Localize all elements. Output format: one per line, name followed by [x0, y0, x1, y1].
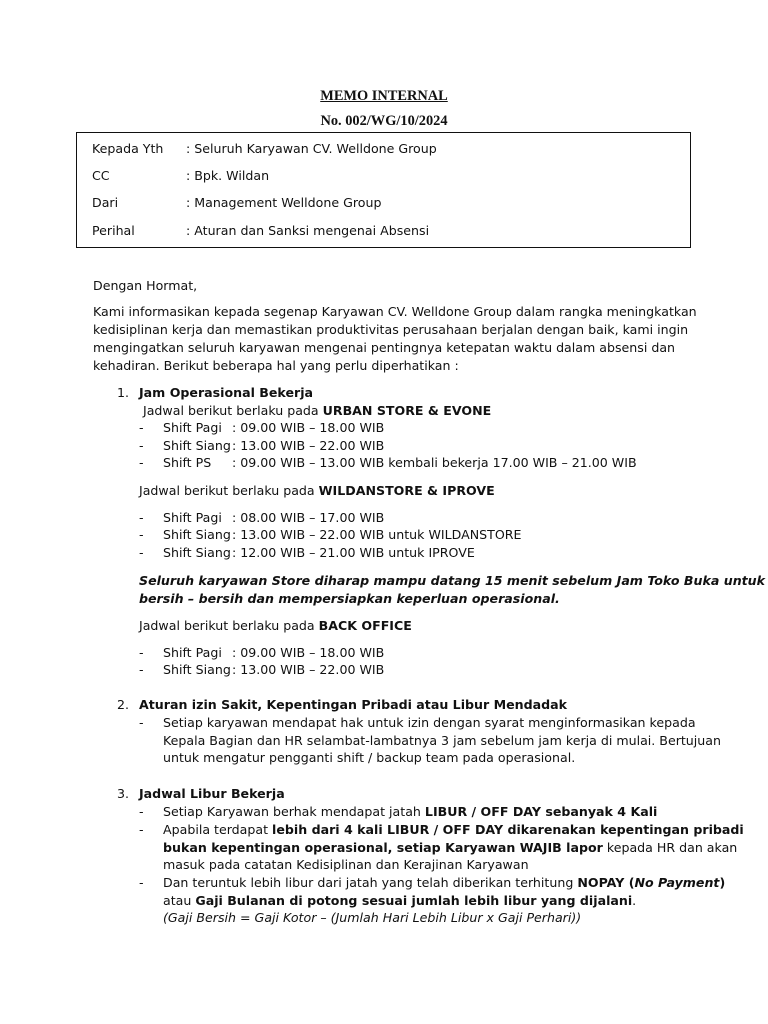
greeting: Dengan Hormat, [93, 278, 198, 293]
section-2-line-1: Setiap karyawan mendapat hak untuk izin dengan syarat menginformasikan kepada [163, 715, 696, 730]
section-3-bullet-2-line-1: Apabila terdapat lebih dari 4 kali LIBUR / OFF DAY dikarenakan kepentingan pribadi [163, 822, 744, 837]
shift-name: Shift Siang [163, 527, 231, 542]
dash: - [139, 545, 144, 560]
section-2-number: 2. [117, 697, 130, 712]
header-label-to: Kepada Yth [92, 141, 164, 156]
header-value-subject: : Aturan dan Sanksi mengenai Absensi [186, 223, 430, 238]
group-2-intro: Jadwal berikut berlaku pada WILDANSTORE & IPROVE [139, 483, 495, 498]
intro-line-3: mengingatkan seluruh karyawan mengenai pentingnya ketepatan waktu dalam absensi dan [93, 340, 676, 355]
header-label-subject: Perihal [92, 223, 135, 238]
shift-name: Shift Siang [163, 545, 231, 560]
dash: - [139, 715, 144, 730]
dash: - [139, 822, 144, 837]
section-3-bullet-2-line-3: masuk pada catatan Kedisiplinan dan Kerajinan Karyawan [163, 857, 529, 872]
dash: - [139, 438, 144, 453]
section-2-line-3: untuk mengatur pengganti shift / backup team pada operasional. [163, 750, 576, 765]
section-2-title: Aturan izin Sakit, Kepentingan Pribadi atau Libur Mendadak [139, 697, 568, 712]
shift-time: : 09.00 WIB – 18.00 WIB [232, 420, 385, 435]
shift-name: Shift PS [163, 455, 212, 470]
shift-name: Shift Pagi [163, 420, 222, 435]
store-note-line-2: bersih – bersih dan mempersiapkan keperluan operasional. [139, 591, 560, 606]
dash: - [139, 875, 144, 890]
section-3-bullet-3-line-1: Dan teruntuk lebih libur dari jatah yang telah diberikan terhitung NOPAY (No Payment) [163, 875, 726, 890]
group-2-store: WILDANSTORE & IPROVE [318, 483, 495, 498]
shift-time: : 13.00 WIB – 22.00 WIB [232, 438, 385, 453]
memo-number: No. 002/WG/10/2024 [320, 113, 448, 129]
dash: - [139, 662, 144, 677]
intro-line-4: kehadiran. Berikut beberapa hal yang perlu diperhatikan : [93, 358, 459, 373]
header-label-from: Dari [92, 195, 119, 210]
dash: - [139, 527, 144, 542]
shift-time: : 13.00 WIB – 22.00 WIB [232, 662, 385, 677]
section-2-line-2: Kepala Bagian dan HR selambat-lambatnya 3 jam sebelum jam kerja di mulai. Bertujuan [163, 733, 721, 748]
intro-line-1: Kami informasikan kepada segenap Karyawan CV. Welldone Group dalam rangka meningkatkan [93, 304, 697, 319]
header-value-cc: : Bpk. Wildan [186, 168, 270, 183]
section-3-bullet-2-line-2: bukan kepentingan operasional, setiap Karyawan WAJIB lapor kepada HR dan akan [163, 840, 738, 855]
section-3-bullet-1: Setiap Karyawan berhak mendapat jatah LIBUR / OFF DAY sebanyak 4 Kali [163, 804, 658, 819]
shift-name: Shift Siang [163, 438, 231, 453]
section-1-number: 1. [117, 385, 130, 400]
dash: - [139, 420, 144, 435]
dash: - [139, 455, 144, 470]
section-3-bullet-3-line-2: atau Gaji Bulanan di potong sesuai jumlah lebih libur yang dijalani. [163, 893, 637, 908]
shift-time: : 12.00 WIB – 21.00 WIB untuk IPROVE [232, 545, 475, 560]
shift-name: Shift Siang [163, 662, 231, 677]
store-note-line-1: Seluruh karyawan Store diharap mampu datang 15 menit sebelum Jam Toko Buka untuk [139, 573, 766, 588]
header-label-cc: CC [92, 168, 110, 183]
shift-time: : 13.00 WIB – 22.00 WIB untuk WILDANSTORE [232, 527, 522, 542]
group-3-intro: Jadwal berikut berlaku pada BACK OFFICE [139, 618, 412, 633]
memo-title: MEMO INTERNAL [320, 88, 448, 104]
group-1-store: URBAN STORE & EVONE [322, 403, 492, 418]
shift-time: : 08.00 WIB – 17.00 WIB [232, 510, 385, 525]
dash: - [139, 804, 144, 819]
section-3-title: Jadwal Libur Bekerja [139, 786, 285, 801]
group-3-store: BACK OFFICE [318, 618, 412, 633]
section-1-title: Jam Operasional Bekerja [139, 385, 314, 400]
dash: - [139, 645, 144, 660]
salary-formula: (Gaji Bersih = Gaji Kotor – (Jumlah Hari Lebih Libur x Gaji Perhari)) [163, 910, 582, 925]
shift-time: : 09.00 WIB – 18.00 WIB [232, 645, 385, 660]
header-value-from: : Management Welldone Group [186, 195, 382, 210]
shift-name: Shift Pagi [163, 510, 222, 525]
dash: - [139, 510, 144, 525]
intro-line-2: kedisiplinan kerja dan memastikan produktivitas perusahaan berjalan dengan baik, kami ingin [93, 322, 689, 337]
shift-time: : 09.00 WIB – 13.00 WIB kembali bekerja 17.00 WIB – 21.00 WIB [232, 455, 637, 470]
section-3-number: 3. [117, 786, 130, 801]
shift-name: Shift Pagi [163, 645, 222, 660]
group-1-intro: Jadwal berikut berlaku pada URBAN STORE & EVONE [143, 403, 492, 418]
header-value-to: : Seluruh Karyawan CV. Welldone Group [186, 141, 437, 156]
